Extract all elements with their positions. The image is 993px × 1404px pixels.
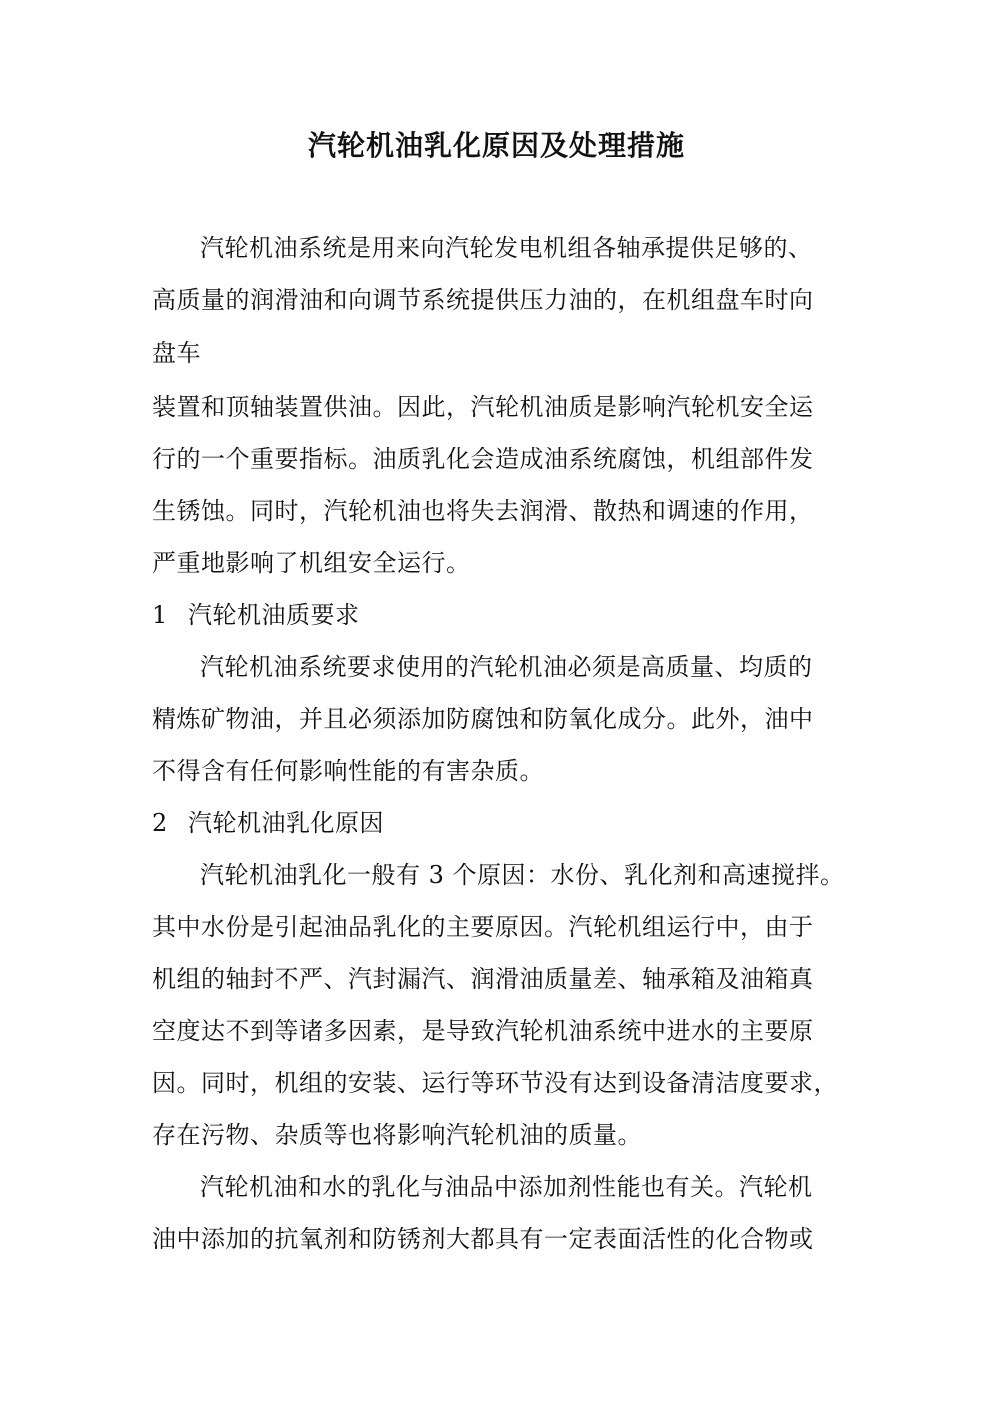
paragraph-line: 高质量的润滑油和向调节系统提供压力油的，在机组盘车时向 — [152, 286, 814, 314]
paragraph-line: 行的一个重要指标。油质乳化会造成油系统腐蚀，机组部件发 — [152, 445, 814, 473]
paragraph-line: 生锈蚀。同时，汽轮机油也将失去润滑、散热和调速的作用， — [152, 497, 814, 525]
paragraph-line: 汽轮机油乳化一般有 3 个原因：水份、乳化剂和高速搅拌。 — [200, 861, 845, 889]
paragraph-line: 严重地影响了机组安全运行。 — [152, 549, 471, 577]
paragraph-line: 汽轮机油和水的乳化与油品中添加剂性能也有关。汽轮机 — [200, 1173, 813, 1201]
paragraph-line: 其中水份是引起油品乳化的主要原因。汽轮机组运行中，由于 — [152, 913, 814, 941]
section-number: 2 — [152, 809, 168, 837]
paragraph-line: 存在污物、杂质等也将影响汽轮机油的质量。 — [152, 1121, 642, 1149]
section-heading-1 — [152, 598, 360, 632]
paragraph-line: 汽轮机油系统是用来向汽轮发电机组各轴承提供足够的、 — [200, 234, 813, 262]
section-heading-2 — [152, 806, 384, 840]
paragraph-line: 精炼矿物油，并且必须添加防腐蚀和防氧化成分。此外，油中 — [152, 705, 814, 733]
section-number: 1 — [152, 601, 168, 629]
paragraph-line: 油中添加的抗氧剂和防锈剂大都具有一定表面活性的化合物或 — [152, 1225, 814, 1253]
paragraph-line: 因。同时，机组的安装、运行等环节没有达到设备清洁度要求， — [152, 1069, 838, 1097]
section-title: 汽轮机油乳化原因 — [188, 809, 384, 837]
section-title: 汽轮机油质要求 — [188, 601, 360, 629]
page-title: 汽轮机油乳化原因及处理措施 — [307, 129, 685, 162]
paragraph-line: 机组的轴封不严、汽封漏汽、润滑油质量差、轴承箱及油箱真 — [152, 965, 814, 993]
paragraph-line: 盘车 — [152, 339, 201, 367]
paragraph-line: 汽轮机油系统要求使用的汽轮机油必须是高质量、均质的 — [200, 653, 813, 681]
paragraph-line: 装置和顶轴装置供油。因此，汽轮机油质是影响汽轮机安全运 — [152, 393, 814, 421]
paragraph-line: 不得含有任何影响性能的有害杂质。 — [152, 757, 544, 785]
paragraph-line: 空度达不到等诸多因素，是导致汽轮机油系统中进水的主要原 — [152, 1017, 814, 1045]
